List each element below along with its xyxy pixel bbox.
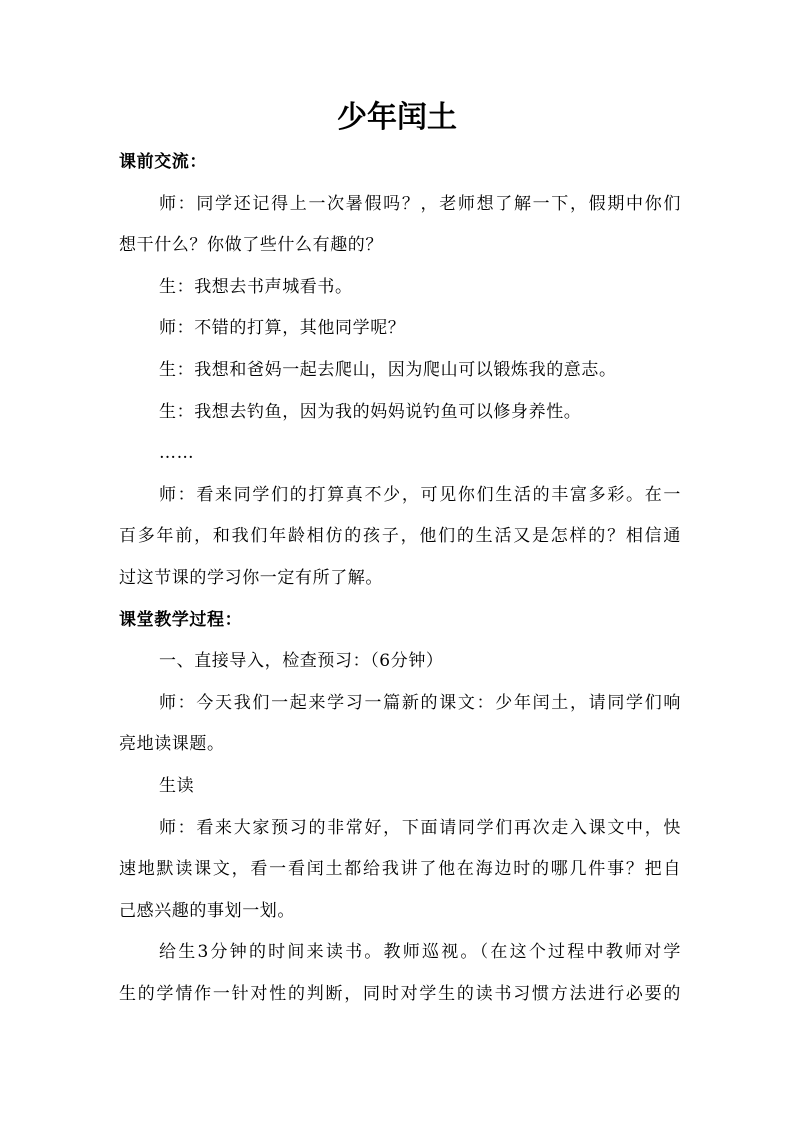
paragraph-line: 速地默读课文，看一看闰土都给我讲了他在海边时的哪几件事？把自 <box>119 859 681 880</box>
subsection-heading: 一、直接导入，检查预习：（6分钟） <box>159 651 444 672</box>
paragraph-line: 己感兴趣的事划一划。 <box>119 900 295 921</box>
paragraph-line: 亮地读课题。 <box>119 734 225 755</box>
paragraph-line: 百多年前，和我们年龄相仿的孩子，他们的生活又是怎样的？相信通 <box>119 526 681 547</box>
paragraph-line: 想干什么？你做了些什么有趣的？ <box>119 235 383 256</box>
paragraph-line: 生：我想去钓鱼，因为我的妈妈说钓鱼可以修身养性。 <box>159 401 582 422</box>
paragraph-line: 师：同学还记得上一次暑假吗？，老师想了解一下，假期中你们 <box>159 193 681 214</box>
paragraph-line: 生：我想和爸妈一起去爬山，因为爬山可以锻炼我的意志。 <box>159 359 617 380</box>
paragraph-line: 生：我想去书声城看书。 <box>159 276 353 297</box>
ellipsis-line: …… <box>159 443 195 464</box>
paragraph-line: 过这节课的学习你一定有所了解。 <box>119 567 383 588</box>
paragraph-line: 师：不错的打算，其他同学呢？ <box>159 318 406 339</box>
section-heading-pre-class: 课前交流： <box>119 152 207 172</box>
paragraph-line: 给生3分钟的时间来读书。教师巡视。（在这个过程中教师对学 <box>159 942 681 963</box>
paragraph-line: 师：看来同学们的打算真不少，可见你们生活的丰富多彩。在一 <box>159 484 681 505</box>
document-body <box>119 142 681 1015</box>
document-title: 少年闰土 <box>337 100 457 135</box>
paragraph-line: 生读 <box>159 775 195 796</box>
paragraph-line: 师：今天我们一起来学习一篇新的课文：少年闰土，请同学们响 <box>159 692 681 713</box>
section-heading-class-process: 课堂教学过程： <box>119 609 243 630</box>
paragraph-line: 师：看来大家预习的非常好，下面请同学们再次走入课文中，快 <box>159 817 681 838</box>
paragraph-line: 生的学情作一针对性的判断，同时对学生的读书习惯方法进行必要的 <box>119 983 681 1004</box>
